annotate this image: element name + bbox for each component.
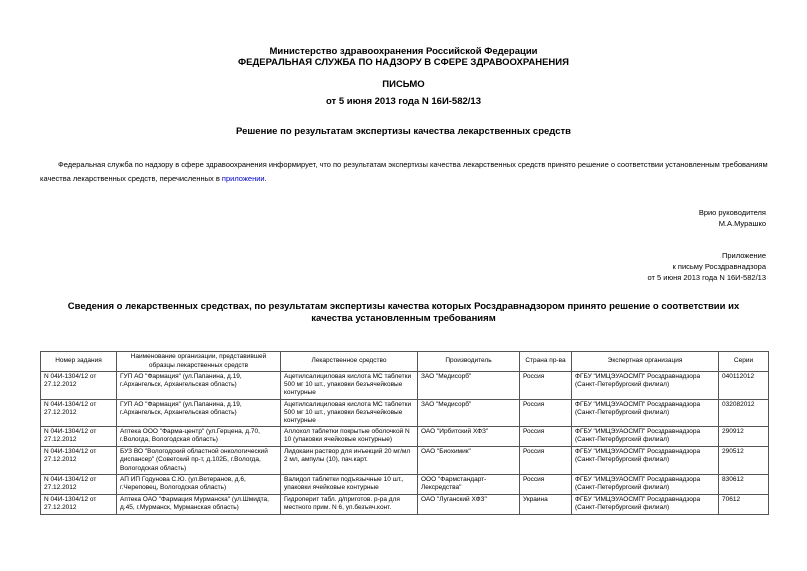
cell-series: 70612 — [719, 494, 769, 514]
cell-expert-org: ФГБУ "ИМЦЭУАОСМП" Росздравнадзора (Санкт-Петербургский филиал) — [572, 372, 719, 400]
cell-manufacturer: ЗАО "Медисорб" — [418, 399, 520, 427]
cell-manufacturer: ОАО "Ирбитский ХФЗ" — [418, 427, 520, 447]
cell-expert-org: ФГБУ "ИМЦЭУАОСМП" Росздравнадзора (Санкт-Петербургский филиал) — [572, 494, 719, 514]
signature-name: М.А.Мурашко — [718, 219, 766, 228]
cell-series: 830612 — [719, 474, 769, 494]
cell-expert-org: ФГБУ "ИМЦЭУАОСМП" Росздравнадзора (Санкт-Петербургский филиал) — [572, 427, 719, 447]
cell-task-number: N 04И-1304/12 от 27.12.2012 — [41, 494, 117, 514]
cell-organization: ГУП АО "Фармация" (ул.Папанина, д.19, г.Архангельск, Архангельская область) — [117, 399, 281, 427]
table-row — [41, 427, 769, 447]
intro-text: Федеральная служба по надзору в сфере здравоохранения информирует, что по результатам экспертизы качества лекарственных средств принято решение о соответствии установленным требованиям качества лекарственных средств, перечисленных в — [40, 160, 768, 183]
table-row — [41, 447, 769, 475]
cell-drug: Ацетилсалициловая кислота МС таблетки 500 мг 10 шт., упаковки безъячейковые контурные — [281, 399, 418, 427]
cell-country: Россия — [520, 399, 572, 427]
table-header-row — [41, 352, 769, 372]
cell-country: Россия — [520, 372, 572, 400]
cell-manufacturer: ЗАО "Медисорб" — [418, 372, 520, 400]
drugs-table — [40, 351, 769, 515]
cell-country: Украина — [520, 494, 572, 514]
appendix-letter-ref: к письму Росздравнадзора — [672, 262, 766, 271]
cell-country: Россия — [520, 474, 572, 494]
header-manufacturer: Производитель — [418, 352, 520, 372]
appendix-label: Приложение — [722, 251, 766, 260]
header-country: Страна пр-ва — [520, 352, 572, 372]
cell-expert-org: ФГБУ "ИМЦЭУАОСМП" Росздравнадзора (Санкт-Петербургский филиал) — [572, 447, 719, 475]
cell-drug: Валидол таблетки подъязычные 10 шт., упаковки ячейковые контурные — [281, 474, 418, 494]
appendix-date: от 5 июня 2013 года N 16И-582/13 — [647, 273, 766, 282]
document-type: ПИСЬМО — [382, 79, 425, 90]
header-series: Серии — [719, 352, 769, 372]
cell-organization: ГУП АО "Фармация" (ул.Папанина, д.19, г.Архангельск, Архангельская область) — [117, 372, 281, 400]
cell-manufacturer: ОАО "Биохимик" — [418, 447, 520, 475]
cell-drug: Гидроперит табл. д/приготов. р-ра для местного прим. N 6, уп.безъяч.конт. — [281, 494, 418, 514]
cell-drug: Аллохол таблетки покрытые оболочкой N 10 (упаковки ячейковые контурные) — [281, 427, 418, 447]
cell-manufacturer: ООО "Фармстандарт-Лексредства" — [418, 474, 520, 494]
cell-organization: Аптека ООО "Фарма-центр" (ул.Герцена, д.70, г.Вологда, Вологодская область) — [117, 427, 281, 447]
table-row — [41, 399, 769, 427]
cell-task-number: N 04И-1304/12 от 27.12.2012 — [41, 399, 117, 427]
service-name: ФЕДЕРАЛЬНАЯ СЛУЖБА ПО НАДЗОРУ В СФЕРЕ ЗДРАВООХРАНЕНИЯ — [238, 57, 569, 68]
cell-task-number: N 04И-1304/12 от 27.12.2012 — [41, 447, 117, 475]
table-row — [41, 372, 769, 400]
cell-expert-org: ФГБУ "ИМЦЭУАОСМП" Росздравнадзора (Санкт-Петербургский филиал) — [572, 474, 719, 494]
intro-paragraph — [40, 158, 768, 186]
cell-country: Россия — [520, 447, 572, 475]
cell-series: 040112012 — [719, 372, 769, 400]
cell-drug: Лидокаин раствор для инъекций 20 мг/мл 2 мл, ампулы (10), пач.карт. — [281, 447, 418, 475]
cell-expert-org: ФГБУ "ИМЦЭУАОСМП" Росздравнадзора (Санкт-Петербургский филиал) — [572, 399, 719, 427]
header-organization: Наименование организации, представившей образцы лекарственных средств — [117, 352, 281, 372]
cell-manufacturer: ОАО "Луганский ХФЗ" — [418, 494, 520, 514]
appendix-link[interactable]: приложении — [221, 174, 265, 183]
cell-organization: АП ИП Годунова С.Ю. (ул.Ветеранов, д.6, г.Череповец, Вологодская область) — [117, 474, 281, 494]
header-expert-org: Экспертная организация — [572, 352, 719, 372]
ministry-name: Министерство здравоохранения Российской Федерации — [269, 46, 538, 57]
document-subject: Решение по результатам экспертизы качества лекарственных средств — [236, 126, 571, 137]
cell-country: Россия — [520, 427, 572, 447]
cell-organization: Аптека ОАО "Фармация Мурманска" (ул.Шмидта, д.45, г.Мурманск, Мурманская область) — [117, 494, 281, 514]
intro-tail: . — [264, 174, 267, 183]
cell-task-number: N 04И-1304/12 от 27.12.2012 — [41, 372, 117, 400]
cell-series: 290512 — [719, 447, 769, 475]
table-title: Сведения о лекарственных средствах, по результатам экспертизы качества которых Росздравнадзором принято решение о соответствии их качества установленным требованиям — [67, 301, 740, 324]
cell-task-number: N 04И-1304/12 от 27.12.2012 — [41, 427, 117, 447]
header-drug: Лекарственное средство — [281, 352, 418, 372]
signature-position: Врио руководителя — [698, 208, 766, 217]
cell-series: 032082012 — [719, 399, 769, 427]
document-date: от 5 июня 2013 года N 16И-582/13 — [325, 96, 481, 107]
table-row — [41, 474, 769, 494]
table-row — [41, 494, 769, 514]
cell-series: 290912 — [719, 427, 769, 447]
cell-organization: БУЗ ВО "Вологодский областной онкологический диспансер" (Советский пр-т, д.102Б, г.Вологда, Вологодская область) — [117, 447, 281, 475]
header-task-number: Номер задания — [41, 352, 117, 372]
cell-task-number: N 04И-1304/12 от 27.12.2012 — [41, 474, 117, 494]
cell-drug: Ацетилсалициловая кислота МС таблетки 500 мг 10 шт., упаковки безъячейковые контурные — [281, 372, 418, 400]
